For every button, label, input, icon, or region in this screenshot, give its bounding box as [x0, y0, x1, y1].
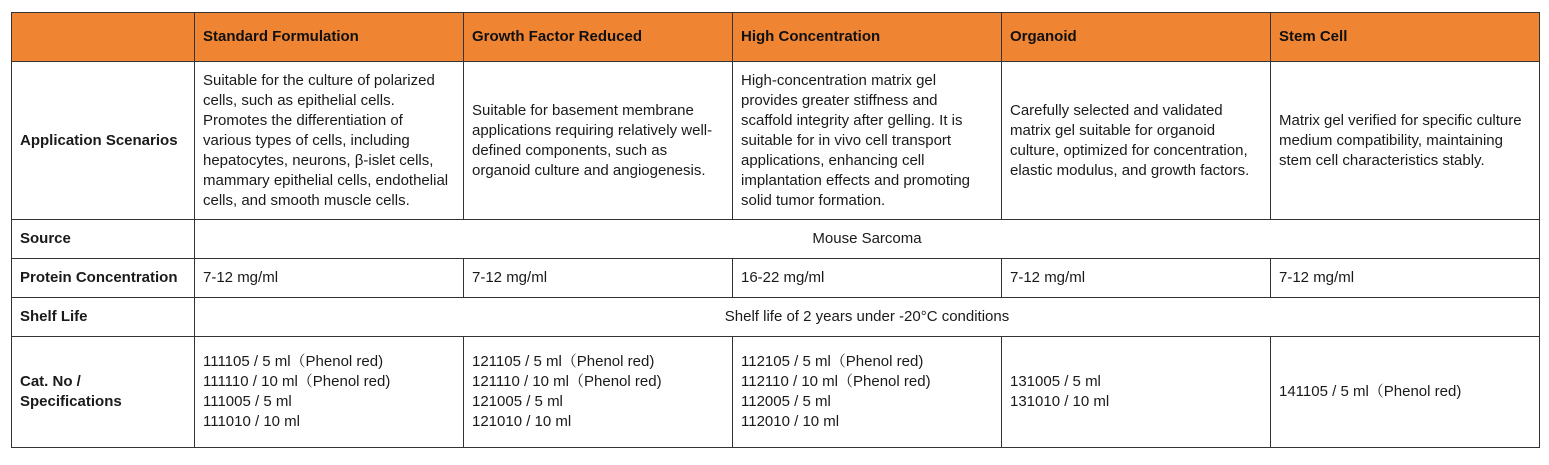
row-label-catalog: Cat. No / Specifications	[12, 337, 195, 448]
catalog-line: 121010 / 10 ml	[472, 413, 572, 430]
header-standard-formulation: Standard Formulation	[195, 13, 464, 62]
cell-catalog-growth-factor-reduced	[464, 337, 733, 448]
catalog-line: 111010 / 10 ml	[203, 413, 301, 430]
cell-application-stem-cell: Matrix gel verified for specific culture medium compatibility, maintaining stem cell characteristics stably.	[1271, 62, 1540, 220]
cell-protein-organoid: 7-12 mg/ml	[1002, 259, 1271, 298]
catalog-line: 121110 / 10 ml（Phenol red)	[472, 373, 662, 390]
cell-catalog-high-concentration	[733, 337, 1002, 448]
cell-protein-high-concentration: 16-22 mg/ml	[733, 259, 1002, 298]
row-application-scenarios	[12, 62, 1540, 220]
cell-protein-standard: 7-12 mg/ml	[195, 259, 464, 298]
cell-protein-growth-factor-reduced: 7-12 mg/ml	[464, 259, 733, 298]
header-growth-factor-reduced: Growth Factor Reduced	[464, 13, 733, 62]
catalog-line: 111005 / 5 ml	[203, 393, 292, 410]
header-row	[12, 13, 1540, 62]
row-label-protein-concentration: Protein Concentration	[12, 259, 195, 298]
catalog-line: 121005 / 5 ml	[472, 393, 563, 410]
cell-application-organoid: Carefully selected and validated matrix gel suitable for organoid culture, optimized for concentration, elastic modulus, and growth factors.	[1002, 62, 1271, 220]
cell-protein-stem-cell: 7-12 mg/ml	[1271, 259, 1540, 298]
cell-application-high-concentration: High-concentration matrix gel provides greater stiffness and scaffold integrity after gelling. It is suitable for in vivo cell transport applications, enhancing cell implantation effects and promoting solid tumor formation.	[733, 62, 1002, 220]
cell-source-value: Mouse Sarcoma	[195, 220, 1540, 259]
catalog-line: 111110 / 10 ml（Phenol red)	[203, 373, 391, 390]
cell-catalog-stem-cell	[1271, 337, 1540, 448]
catalog-line: 131010 / 10 ml	[1010, 393, 1110, 410]
catalog-line: 111105 / 5 ml（Phenol red)	[203, 353, 384, 370]
catalog-line: 112110 / 10 ml（Phenol red)	[741, 373, 931, 390]
product-comparison-table	[11, 12, 1540, 448]
row-label-shelf-life: Shelf Life	[12, 298, 195, 337]
catalog-line: 112005 / 5 ml	[741, 393, 831, 410]
cell-shelf-life-value: Shelf life of 2 years under -20°C conditions	[195, 298, 1540, 337]
row-protein-concentration	[12, 259, 1540, 298]
row-catalog-specifications	[12, 337, 1540, 448]
product-comparison-table-wrapper	[11, 12, 1540, 448]
catalog-line: 131005 / 5 ml	[1010, 373, 1101, 390]
cell-application-standard: Suitable for the culture of polarized cells, such as epithelial cells. Promotes the differentiation of various types of cells, including hepatocytes, neurons, β-islet cells, mammary epithelial cells, endothelial cells, and smooth muscle cells.	[195, 62, 464, 220]
catalog-line: 121105 / 5 ml（Phenol red)	[472, 353, 655, 370]
catalog-line: 112010 / 10 ml	[741, 413, 840, 430]
cell-catalog-organoid	[1002, 337, 1271, 448]
header-high-concentration: High Concentration	[733, 13, 1002, 62]
catalog-line: 141105 / 5 ml（Phenol red)	[1279, 383, 1462, 400]
header-organoid: Organoid	[1002, 13, 1271, 62]
row-shelf-life	[12, 298, 1540, 337]
catalog-line: 112105 / 5 ml（Phenol red)	[741, 353, 924, 370]
header-corner	[12, 13, 195, 62]
row-source	[12, 220, 1540, 259]
cell-application-growth-factor-reduced: Suitable for basement membrane applications requiring relatively well-defined components, such as organoid culture and angiogenesis.	[464, 62, 733, 220]
cell-catalog-standard	[195, 337, 464, 448]
row-label-source: Source	[12, 220, 195, 259]
row-label-application-scenarios: Application Scenarios	[12, 62, 195, 220]
header-stem-cell: Stem Cell	[1271, 13, 1540, 62]
